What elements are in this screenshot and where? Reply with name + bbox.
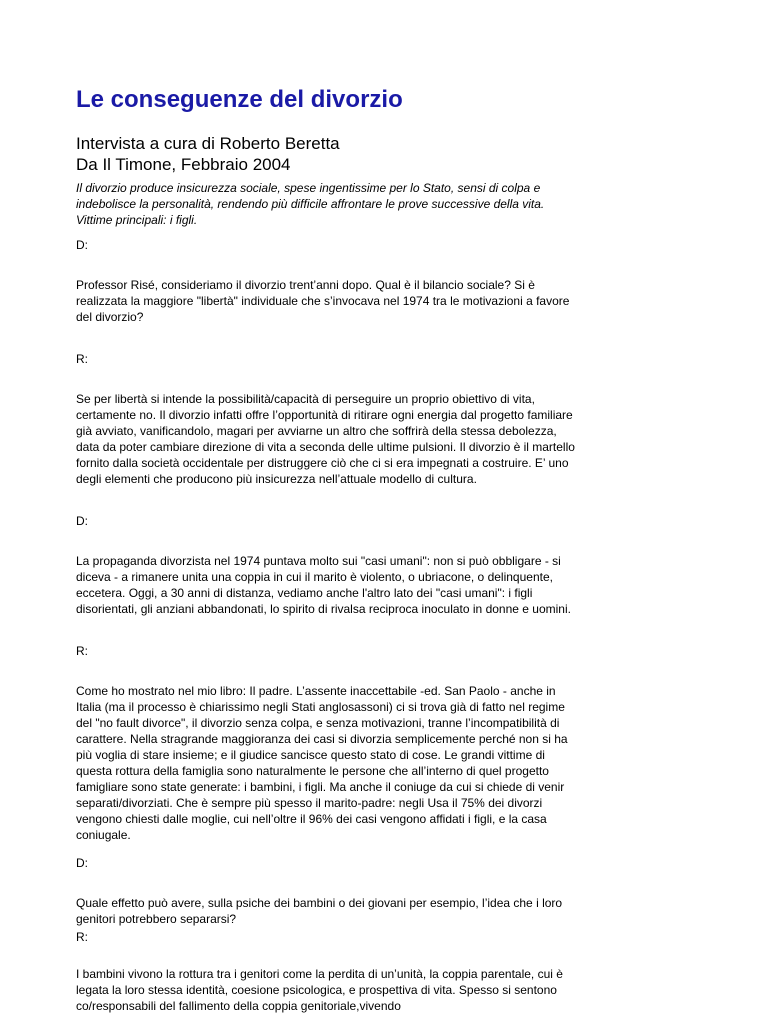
- question-paragraph: La propaganda divorzista nel 1974 puntava molto sui "casi umani": non si può obbligare - si diceva - a rimanere unita una coppia in cui il marito è violento, o ubriacone, o delinquente, eccetera. Oggi, a 30 anni di distanza, vediamo anche l'altro lato dei "casi umani": i figli disorientati, gli anziani abbandonati, lo spirito di rivalsa reciproca inoculato in donne e uomini.: [76, 554, 571, 616]
- speaker-label-question: D:: [76, 856, 88, 870]
- article-title: Le conseguenze del divorzio: [76, 86, 403, 113]
- answer-paragraph: Se per libertà si intende la possibilità/capacità di perseguire un proprio obiettivo di vita, certamente no. Il divorzio infatti offre l’opportunità di ritirare ogni energia dal progetto familiare già avviato, vanificandolo, magari per avviarne un altro che soffrirà della stessa debolezza, data da poter cambiare direzione di vita a seconda delle ultime pulsioni. Il divorzio è il martello fornito dalla società occidentale per distruggere ciò che ci si era impegnati a costruire. E’ uno degli elementi che producono più insicurezza nell’attuale modello di cultura.: [76, 392, 575, 486]
- answer-paragraph: Come ho mostrato nel mio libro: Il padre. L’assente inaccettabile -ed. San Paolo - anche in Italia (ma il processo è chiarissimo negli Stati anglosassoni) ci si trova già di fatto nel regime del "no fault divorce", il divorzio senza colpa, e senza motivazioni, tranne l’incompatibilità di carattere. Nella stragrande maggioranza dei casi si divorzia semplicemente perché non si ha più voglia di stare insieme; e il giudice sancisce questo stato di cose. Le grandi vittime di questa rottura della famiglia sono naturalmente le persone che all’interno di quel progetto famigliare sono state generate: i bambini, i figli. Ma anche il coniuge da cui si chiede di venir separati/divorziati. Che è sempre più spesso il marito-padre: negli Usa il 75% dei divorzi vengono chiesti dalle moglie, cui nell’oltre il 96% dei casi vengono affidati i figli, e la casa coniugale.: [76, 684, 568, 842]
- speaker-label-question: D:: [76, 238, 88, 252]
- speaker-label-answer: R:: [76, 930, 88, 944]
- speaker-label-answer: R:: [76, 644, 88, 658]
- article-source: Da Il Timone, Febbraio 2004: [76, 155, 291, 174]
- speaker-label-question: D:: [76, 514, 88, 528]
- speaker-label-answer: R:: [76, 352, 88, 366]
- article-byline: Intervista a cura di Roberto Beretta: [76, 134, 340, 153]
- answer-paragraph: I bambini vivono la rottura tra i genitori come la perdita di un’unità, la coppia parentale, cui è legata la loro stessa identità, coesione psicologica, e prospettiva di vita. Spesso si sentono co/responsabili del fallimento della coppia genitoriale,vivendo: [76, 967, 563, 1013]
- question-paragraph: Quale effetto può avere, sulla psiche dei bambini o dei giovani per esempio, l’idea che i loro genitori potrebbero separarsi?: [76, 896, 563, 926]
- article-abstract: Il divorzio produce insicurezza sociale, spese ingentissime per lo Stato, sensi di colpa e indebolisce la personalità, rendendo più difficile affrontare le prove successive della vita. Vittime principali: i figli.: [76, 181, 545, 227]
- question-paragraph: Professor Risé, consideriamo il divorzio trent’anni dopo. Qual è il bilancio sociale? Si è realizzata la maggiore "libertà" individuale che s’invocava nel 1974 tra le motivazioni a favore del divorzio?: [76, 278, 570, 324]
